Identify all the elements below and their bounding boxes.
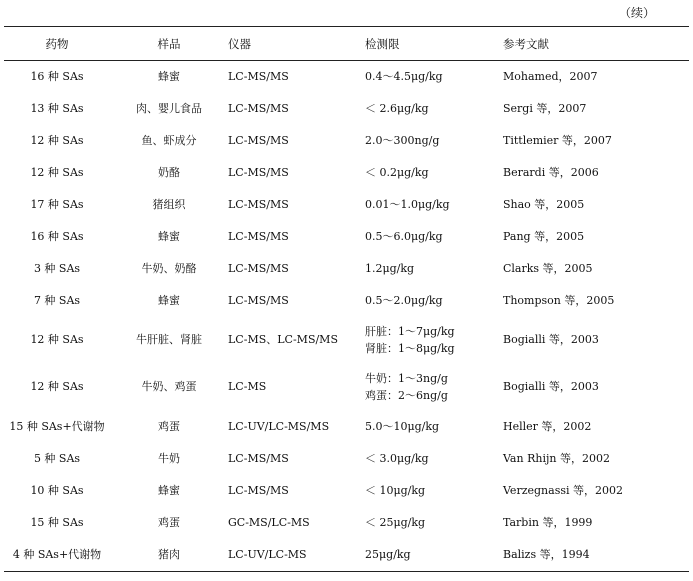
cell-detection-limit	[365, 284, 503, 316]
table-row	[4, 188, 689, 220]
table-row	[4, 363, 689, 410]
cell-detection-limit	[365, 156, 503, 188]
detection-limit-line: 25μg/kg	[365, 547, 411, 561]
table-row	[4, 220, 689, 252]
cell-instrument: LC-MS/MS	[228, 69, 289, 83]
cell-sample: 鸡蛋	[158, 515, 180, 529]
detection-limit-line: ＜ 0.2μg/kg	[365, 165, 429, 179]
detection-limit-line: 2.0～300ng/g	[365, 133, 440, 147]
cell-reference: Bogialli 等，2003	[503, 333, 599, 346]
header-drug: 药物	[45, 37, 69, 51]
table-row	[4, 60, 689, 92]
cell-drug: 3 种 SAs	[33, 261, 81, 275]
detection-limit-line: 肝脏：1～7μg/kg	[365, 324, 455, 338]
cell-drug: 16 种 SAs	[30, 229, 84, 243]
cell-sample: 猪肉	[158, 547, 180, 561]
cell-instrument: LC-MS/MS	[228, 133, 289, 147]
detection-limit-line: 肾脏：1～8μg/kg	[365, 341, 455, 355]
continued-label: （续）	[618, 6, 655, 20]
detection-limit-line: ＜ 3.0μg/kg	[365, 451, 429, 465]
header-detection-limit: 检测限	[365, 37, 400, 51]
cell-reference: Mohamed，2007	[503, 69, 598, 83]
cell-drug: 17 种 SAs	[30, 197, 84, 211]
cell-detection-limit	[365, 410, 503, 442]
cell-sample: 牛奶	[158, 451, 180, 465]
cell-sample: 肉、婴儿食品	[136, 101, 202, 115]
cell-drug: 7 种 SAs	[33, 293, 81, 307]
cell-reference: Bogialli 等，2003	[503, 380, 599, 393]
cell-sample: 猪组织	[152, 197, 186, 211]
table-row	[4, 316, 689, 363]
cell-instrument: LC-MS/MS	[228, 229, 289, 243]
cell-drug: 10 种 SAs	[30, 483, 84, 497]
cell-instrument: LC-MS/MS	[228, 293, 289, 307]
detection-limit-line: ＜ 2.6μg/kg	[365, 101, 429, 115]
cell-sample: 鸡蛋	[158, 419, 180, 433]
cell-instrument: LC-MS/MS	[228, 261, 289, 275]
cell-reference: Clarks 等，2005	[503, 261, 593, 275]
table-row	[4, 442, 689, 474]
cell-instrument: LC-UV/LC-MS	[228, 547, 307, 561]
cell-reference: Balizs 等，1994	[503, 547, 590, 561]
cell-drug: 12 种 SAs	[30, 380, 84, 393]
cell-reference: Tittlemier 等，2007	[503, 133, 612, 147]
cell-reference: Shao 等，2005	[503, 197, 585, 211]
cell-detection-limit	[365, 474, 503, 506]
detection-limit-line: 牛奶：1～3ng/g	[365, 371, 448, 385]
cell-detection-limit	[365, 220, 503, 252]
table-row	[4, 284, 689, 316]
cell-detection-limit	[365, 60, 503, 92]
detection-limit-line: 鸡蛋：2～6ng/g	[365, 388, 448, 402]
cell-drug: 12 种 SAs	[30, 333, 84, 346]
cell-reference: Tarbin 等，1999	[503, 515, 593, 529]
cell-reference: Thompson 等，2005	[503, 293, 615, 307]
cell-detection-limit	[365, 442, 503, 474]
cell-reference: Berardi 等，2006	[503, 165, 599, 179]
cell-drug: 13 种 SAs	[30, 101, 84, 115]
cell-drug: 12 种 SAs	[30, 133, 84, 147]
detection-limit-line: 0.4～4.5μg/kg	[365, 69, 443, 83]
cell-drug: 16 种 SAs	[30, 69, 84, 83]
cell-instrument: LC-MS/MS	[228, 483, 289, 497]
cell-detection-limit	[365, 316, 503, 363]
cell-reference: Pang 等，2005	[503, 229, 585, 243]
cell-detection-limit	[365, 538, 503, 570]
table-body	[4, 60, 689, 570]
header-instrument: 仪器	[228, 37, 251, 51]
cell-detection-limit	[365, 506, 503, 538]
cell-detection-limit	[365, 92, 503, 124]
cell-sample: 牛肝脏、肾脏	[136, 333, 202, 346]
detection-limit-line: 0.5～2.0μg/kg	[365, 293, 443, 307]
cell-sample: 蜂蜜	[158, 293, 180, 307]
cell-drug: 4 种 SAs+代谢物	[12, 547, 102, 561]
cell-instrument: LC-MS/MS	[228, 451, 289, 465]
cell-instrument: LC-MS/MS	[228, 101, 289, 115]
table-row	[4, 92, 689, 124]
header-sample: 样品	[157, 37, 181, 51]
table-row	[4, 538, 689, 570]
cell-detection-limit	[365, 188, 503, 220]
cell-instrument: LC-MS/MS	[228, 165, 289, 179]
cell-detection-limit	[365, 252, 503, 284]
cell-sample: 牛奶、鸡蛋	[141, 380, 197, 393]
detection-limit-line: 1.2μg/kg	[365, 261, 415, 275]
cell-reference: Heller 等，2002	[503, 419, 592, 433]
cell-reference: Van Rhijn 等，2002	[503, 451, 610, 465]
detection-limit-line: 5.0～10μg/kg	[365, 419, 440, 433]
cell-sample: 牛奶、奶酪	[141, 261, 197, 275]
cell-detection-limit	[365, 124, 503, 156]
cell-instrument: LC-MS/MS	[228, 197, 289, 211]
cell-instrument: GC-MS/LC-MS	[228, 515, 310, 529]
table-row	[4, 506, 689, 538]
detection-limit-line: ＜ 25μg/kg	[365, 515, 426, 529]
table-row	[4, 252, 689, 284]
table-row	[4, 124, 689, 156]
detection-limit-line: ＜ 10μg/kg	[365, 483, 426, 497]
table-row	[4, 474, 689, 506]
table-row	[4, 410, 689, 442]
header-reference: 参考文献	[503, 37, 549, 51]
cell-sample: 鱼、虾成分	[141, 133, 197, 147]
bottom-rule	[4, 571, 689, 572]
cell-sample: 奶酪	[158, 165, 180, 179]
cell-detection-limit	[365, 363, 503, 410]
methods-table	[4, 28, 689, 570]
detection-limit-line: 0.5～6.0μg/kg	[365, 229, 443, 243]
cell-instrument: LC-MS、LC-MS/MS	[228, 333, 338, 346]
cell-sample: 蜂蜜	[158, 229, 180, 243]
cell-reference: Sergi 等，2007	[503, 101, 587, 115]
cell-sample: 蜂蜜	[158, 69, 180, 83]
cell-drug: 12 种 SAs	[30, 165, 84, 179]
cell-instrument: LC-MS	[228, 380, 267, 393]
cell-sample: 蜂蜜	[158, 483, 180, 497]
cell-reference: Verzegnassi 等，2002	[503, 483, 623, 497]
header-row	[4, 28, 689, 60]
table-row	[4, 156, 689, 188]
cell-drug: 15 种 SAs	[30, 515, 84, 529]
cell-drug: 15 种 SAs+代谢物	[9, 419, 105, 433]
detection-limit-line: 0.01～1.0μg/kg	[365, 197, 450, 211]
cell-instrument: LC-UV/LC-MS/MS	[228, 419, 330, 433]
cell-drug: 5 种 SAs	[33, 451, 81, 465]
